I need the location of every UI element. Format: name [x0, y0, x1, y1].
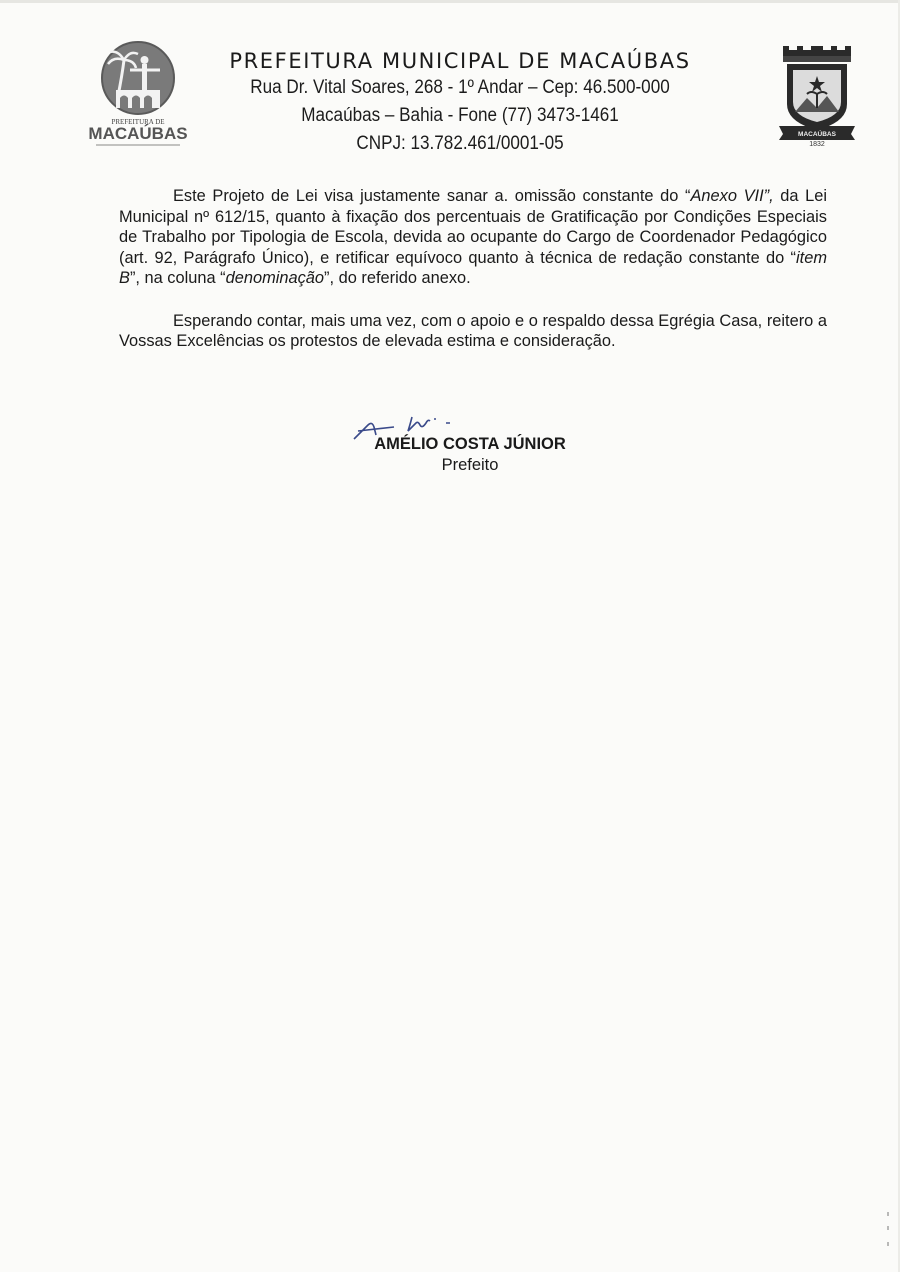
paragraph-1-part-4: ”, do referido anexo. [324, 269, 471, 287]
paragraph-1-part-1: Este Projeto de Lei visa justamente sanar a. omissão constante do “ [173, 187, 691, 205]
paragraph-1-italic-annex: Anexo VII”, [690, 187, 774, 205]
coat-of-arms-banner: MACAÚBAS [798, 131, 836, 138]
logo-left-caption: PREFEITURA DE [111, 118, 165, 126]
paragraph-1-part-2: da Lei Municipal nº 612/15, quanto à fixação dos percentuais de Gratificação por Condições Especiais de Trabalho por Tipologia de Escola, devida ao ocupante do Cargo de Coordenador Pedagógico (art. 92, Parágrafo Único), e retificar equívoco quanto à técnica de redação constante do “ [119, 187, 827, 267]
organization-name: PREFEITURA MUNICIPAL DE MACAÚBAS [229, 49, 691, 73]
logo-left-wordmark: MACAÚBAS [88, 124, 188, 143]
cnpj-line: CNPJ: 13.782.461/0001-05 [356, 133, 564, 154]
paragraph-1-italic-item: item B [119, 248, 827, 287]
coat-of-arms-icon [777, 42, 857, 146]
scan-edge-marks [884, 1210, 894, 1250]
letterhead-text [200, 48, 720, 158]
paragraph-2: Esperando contar, mais uma vez, com o apoio e o respaldo dessa Egrégia Casa, reitero a Vossas Excelências os protestos de elevada estima e consideração. [119, 311, 827, 350]
city-phone-line: Macaúbas – Bahia - Fone (77) 3473-1461 [301, 105, 619, 126]
paragraph-1 [119, 186, 827, 289]
signer-title: Prefeito [441, 456, 499, 474]
letterhead [0, 0, 900, 160]
coat-of-arms-year: 1832 [809, 141, 825, 146]
paragraph-1-part-3: ”, na coluna “ [129, 269, 226, 287]
paragraph-1-italic-denomination: denominação [225, 269, 325, 287]
signer-name: AMÉLIO COSTA JÚNIOR [374, 435, 566, 453]
prefeitura-logo-icon [88, 38, 188, 150]
address-line: Rua Dr. Vital Soares, 268 - 1º Andar – Cep: 46.500-000 [250, 77, 670, 98]
letter-body [119, 186, 827, 374]
